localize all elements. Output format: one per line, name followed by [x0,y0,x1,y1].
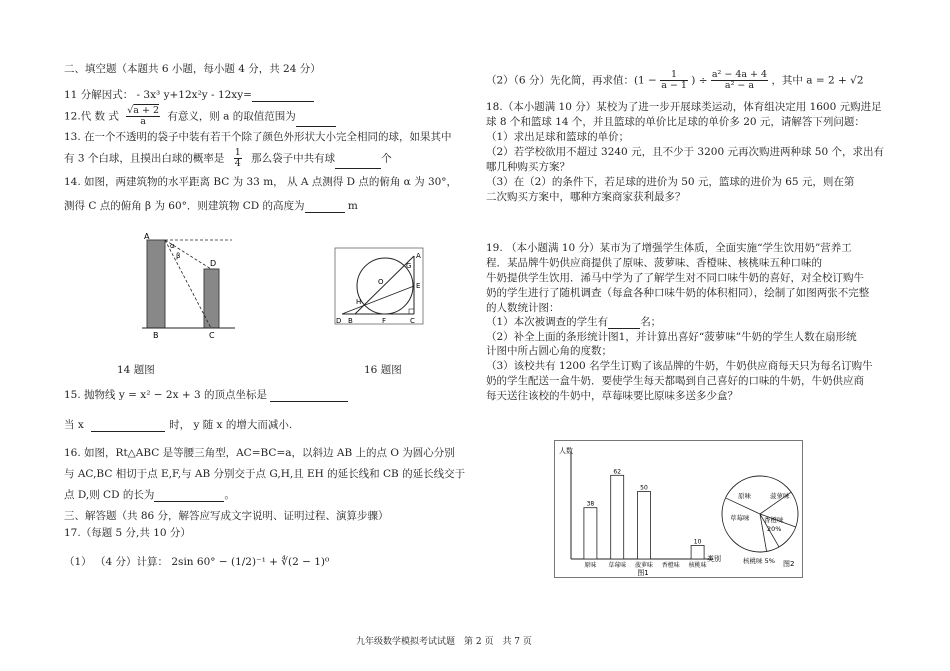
answer-blank-14[interactable] [305,201,345,213]
category-label-2: 菠萝味 [634,562,654,569]
question-19-part1: （1）本次被调查的学生有 名； [486,316,662,328]
figure-14-caption: 14 题图 [117,364,155,376]
bar-value-label-4: 10 [693,538,702,546]
question-19-part3-line1: （3）该校共有 1200 名学生订购了该品牌的牛奶，牛奶供应商每天只为每名订购牛 [486,360,873,372]
question-16-line2: 与 AC,BC 相切于点 E,F,与 AB 分别交于点 G,H,且 EH 的延长线和 CB 的延长线交于 [64,468,466,480]
label-c: C [209,331,215,340]
question-17-part1: （1） （4 分）计算： 2sin 60° − (1/2)⁻¹ + ∜(2 − 1)⁰ [64,556,330,568]
chart-1-title: 图1 [637,569,649,577]
pie-slice-label-2: 草莓味 [730,514,750,522]
q17-fraction-2: $\frac{\text{a² − 4a + 4}}{\text{a² − a}}$ [711,69,768,91]
label-b: B [153,331,159,340]
question-18-part3-line2: 二次购买方案中，哪种方案商家获利最多？ [486,191,686,203]
label-b: B [348,317,353,325]
category-label-3: 香橙味 [661,562,680,569]
category-label-4: 核桃味 [688,562,707,569]
figure-16-frame [335,248,423,324]
answer-blank-15b[interactable] [91,420,165,432]
question-16-line3: 点 D,则 CD 的长为 。 [64,489,235,501]
question-18-line2: 球 8 个和篮球 14 个，并且篮球的单价比足球的单价多 20 元，请解答下列问题： [486,116,865,128]
question-11: 11 分解因式： - 3x³ y+12x²y - 12xy= [64,88,314,102]
y-axis-label: 人数 [559,447,573,455]
chart-frame [554,440,803,578]
q12-radical-fraction: $\frac{√a + 2}{a}$ [127,105,159,127]
page-footer: 九年级数学模拟考试试题 第 2 页 共 7 页 [356,637,532,647]
question-19-part3-line3: 每天送往该校的牛奶中，草莓味要比原味多送多少盒？ [486,390,738,402]
answer-blank-16[interactable] [154,490,224,502]
pie-chart-figure-2 [555,441,802,577]
figure-14 [140,232,240,342]
label-beta: β [176,252,181,260]
question-14-line2: 测得 C 点的俯角 β 为 60°．则建筑物 CD 的高度为 m [64,200,358,212]
category-label-0: 原味 [584,562,597,569]
question-19-line3: 牛奶提供学生饮用．浠马中学为了了解学生对不同口味牛奶的喜好，对全校订购牛 [486,272,864,284]
question-19-line1: 19. （本小题满 10 分）某市为了增强学生体质，全面实施“学生饮用奶”营养工 [486,242,852,254]
bar-value-label-2: 50 [640,484,648,492]
question-16-line1: 16. 如图，Rt△ABC 是等腰三角型，AC=BC=a，以斜边 AB 上的点 O 为圆心分别 [64,447,455,459]
answer-blank-11[interactable] [252,90,314,102]
label-a: A [144,232,150,241]
question-19-part2-line1: （2）补全上面的条形统计图1，并计算出喜好“菠萝味”牛奶的学生人数在扇形统 [486,331,857,343]
question-18-part1: （1）求出足球和篮球的单价； [486,131,630,143]
x-axis-label: 类别 [707,555,721,563]
question-19-part2-line2: 计图中所占圆心角的度数； [486,345,612,357]
question-17-heading: 17.（每题 5 分,共 10 分） [64,527,191,539]
label-d: D [336,317,342,325]
q17-fraction-1: $\frac{1}{a - 1}$ [661,69,687,91]
question-18-part2-line2: 哪几种购买方案？ [486,161,570,173]
question-19-part3-line2: 奶的学生配送一盒牛奶．要使学生每天都喝到自己喜好的口味的牛奶，牛奶供应商 [486,375,864,387]
pie-slice-label-0: 原味 [738,492,751,500]
bar-value-label-1: 62 [613,468,622,476]
section3-heading: 三、解答题（共 86 分，解答应写成文字说明、证明过程、演算步骤） [64,510,389,522]
pie-slice-label-3: 香橙味 [764,516,784,524]
question-12: 12.代 数 式 $\frac{√a + 2}{a}$ 有意义，则 a 的取值范围为 [64,106,336,127]
answer-blank-13[interactable] [335,157,381,169]
chart-2-title: 图2 [783,560,795,568]
bar-value-label-0: 38 [586,500,595,508]
question-13-line1: 13. 在一个不透明的袋子中装有若干个除了颜色外形状大小完全相同的球，如果其中 [64,131,452,143]
q13-probability-fraction: $\frac{1}{4}$ [234,147,241,169]
question-18-part3-line1: （3）在（2）的条件下，若足球的进价为 50 元，篮球的进价为 65 元，则在第 [486,176,855,188]
label-alpha: α [170,242,175,250]
question-18-part2-line1: （2）若学校欲用不超过 3240 元，且不少于 3200 元再次购进两种球 50 个，求出有 [486,146,885,158]
pie-slice-label-4: 核桃味 5% [743,557,775,565]
section2-heading: 二、填空题（本题共 6 小题，每小题 4 分，共 24 分） [64,63,321,75]
question-17-part2: （2）（6 分）先化简，再求值：(1 − $\frac{1}{a - 1}$ ) ÷ $\frac{\text{a² − 4a + 4}}{\text{a² − a}}$ ，其中 a = 2 + √2 [486,69,864,91]
answer-blank-12[interactable] [296,115,336,127]
label-d: D [210,259,217,268]
category-label-1: 草莓味 [608,562,627,569]
label-h: H [356,298,362,306]
question-13-line2: 有 3 个白球，且摸出白球的概率是 $\frac{1}{4}$ 那么袋子中共有球 个 [64,147,392,169]
question-18-line1: 18.（本小题满 10 分）某校为了进一步开展球类运动，体育组决定用 1600 元购进足 [486,101,882,113]
label-e: E [416,282,421,290]
label-c: C [410,317,415,325]
question-19-line5: 的人数统计图： [486,302,560,314]
pie-slice-label-1: 菠萝味 [770,492,790,500]
question-15-line2: 当 x 时， y 随 x 的增大而减小. [64,419,293,431]
question-14-line1: 14. 如图，两建筑物的水平距离 BC 为 33 m， 从 A 点测得 D 点的俯角 α 为 30°， [64,176,458,188]
building-ab [147,240,165,328]
answer-blank-19[interactable] [608,317,640,329]
answer-blank-15a[interactable] [270,390,348,402]
question-19-line2: 程．某品牌牛奶供应商提供了原味、菠萝味、香橙味、核桃味五种口味的 [486,257,822,269]
building-cd [204,269,219,328]
label-a: A [416,252,421,260]
figure-16 [330,246,428,328]
question-15-line1: 15. 抛物线 y = x² − 2x + 3 的顶点坐标是 [64,388,348,402]
pie-slice-percent-3: 20% [767,525,782,533]
label-f: F [382,317,387,325]
pie-chart-group [722,476,798,568]
label-g: G [406,262,412,270]
label-o: O [378,278,384,286]
question-19-line4: 奶的学生进行了随机调查（每盒各种口味牛奶的体积相同），绘制了如图两张不完整 [486,287,870,299]
figure-16-caption: 16 题图 [364,364,402,376]
